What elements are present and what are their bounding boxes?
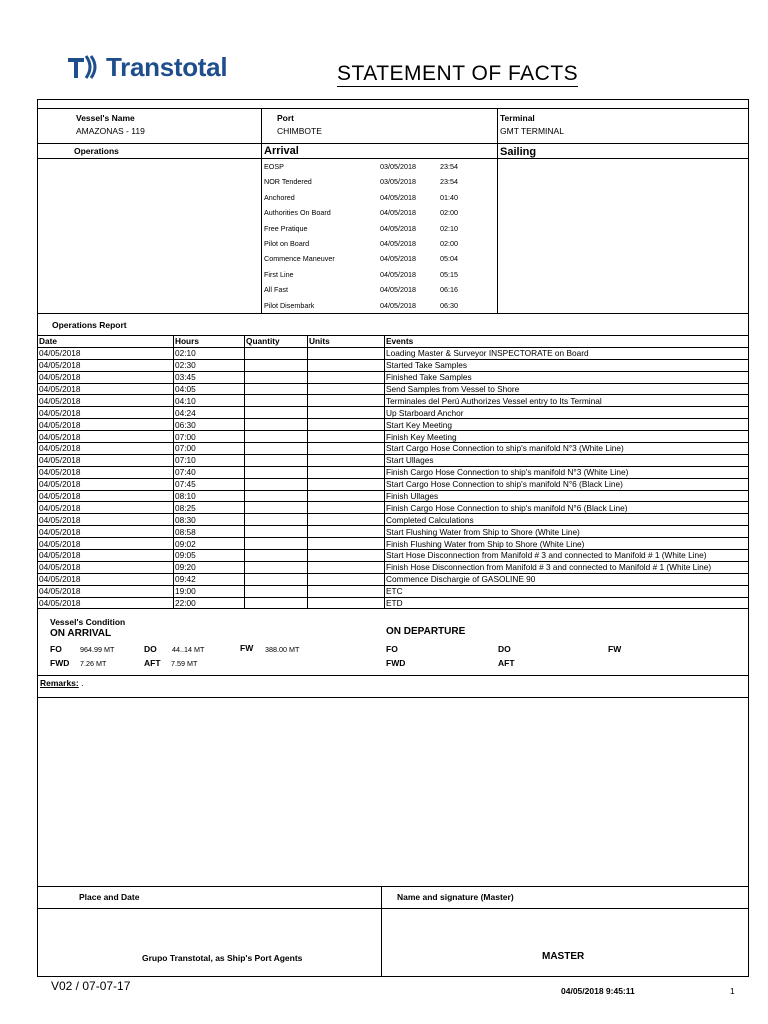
cell-units: [308, 431, 385, 443]
remarks-label: Remarks:: [40, 678, 79, 688]
arrival-do-label: DO: [144, 644, 157, 654]
cell-event: Finish Hose Disconnection from Manifold # 3 and connected to Manifold # 1 (White Line): [385, 561, 749, 573]
cell-event: Start Cargo Hose Connection to ship's manifold N°6 (Black Line): [385, 478, 749, 490]
cell-hours: 07:00: [174, 443, 245, 455]
cell-units: [308, 526, 385, 538]
arrival-event-date: 04/05/2018: [380, 300, 416, 310]
cell-event: Commence Dischargie of GASOLINE 90: [385, 573, 749, 585]
rule: [261, 108, 262, 313]
cell-date: 04/05/2018: [38, 550, 174, 562]
cell-hours: 09:05: [174, 550, 245, 562]
cell-date: 04/05/2018: [38, 490, 174, 502]
cell-event: Finish Flushing Water from Ship to Shore (White Line): [385, 538, 749, 550]
cell-event: Finish Cargo Hose Connection to ship's manifold N°3 (White Line): [385, 466, 749, 478]
arrival-aft-value: 7.59 MT: [171, 659, 198, 668]
port-agents-text: Grupo Transtotal, as Ship's Port Agents: [142, 953, 303, 963]
arrival-fw-label: FW: [240, 643, 254, 653]
cell-quantity: [245, 466, 308, 478]
column-header-units: Units: [308, 336, 385, 348]
rule: [37, 886, 749, 887]
cell-date: 04/05/2018: [38, 383, 174, 395]
transtotal-logo-icon: [66, 52, 100, 82]
cell-date: 04/05/2018: [38, 478, 174, 490]
cell-date: 04/05/2018: [38, 347, 174, 359]
cell-hours: 06:30: [174, 419, 245, 431]
cell-hours: 08:10: [174, 490, 245, 502]
arrival-event-name: Anchored: [264, 192, 295, 202]
table-row: [38, 585, 749, 597]
logo-text: Transtotal: [106, 51, 228, 82]
cell-units: [308, 383, 385, 395]
cell-quantity: [245, 514, 308, 526]
cell-hours: 07:45: [174, 478, 245, 490]
rule: [381, 886, 382, 977]
cell-units: [308, 466, 385, 478]
table-row: [38, 490, 749, 502]
company-logo: [66, 50, 227, 84]
cell-hours: 02:10: [174, 347, 245, 359]
document-version: V02 / 07-07-17: [51, 979, 131, 993]
arrival-event-time: 02:10: [440, 223, 458, 233]
arrival-event-time: 23:54: [440, 162, 458, 171]
arrival-fwd-value: 7.26 MT: [80, 659, 107, 668]
arrival-event-date: 04/05/2018: [380, 254, 416, 264]
table-row: [38, 407, 749, 419]
arrival-heading: Arrival: [264, 145, 299, 157]
cell-hours: 03:45: [174, 371, 245, 383]
table-row: [38, 502, 749, 514]
column-header-quantity: Quantity: [245, 336, 308, 348]
arrival-fwd-label: FWD: [50, 658, 70, 668]
cell-quantity: [245, 395, 308, 407]
page-title: STATEMENT OF FACTS: [337, 62, 579, 85]
cell-quantity: [245, 407, 308, 419]
cell-event: Start Hose Disconnection from Manifold # 3 and connected to Manifold # 1 (White Line): [385, 550, 749, 562]
table-row: [38, 431, 749, 443]
arrival-event-name: Commence Maneuver: [264, 254, 335, 264]
master-text: MASTER: [542, 951, 585, 962]
cell-hours: 07:40: [174, 466, 245, 478]
cell-units: [308, 597, 385, 609]
cell-hours: 02:30: [174, 359, 245, 371]
cell-event: Finish Key Meeting: [385, 431, 749, 443]
cell-event: Completed Calculations: [385, 514, 749, 526]
cell-date: 04/05/2018: [38, 443, 174, 455]
terminal-label: Terminal: [500, 113, 535, 123]
cell-event: ETD: [385, 597, 749, 609]
cell-date: 04/05/2018: [38, 407, 174, 419]
cell-quantity: [245, 526, 308, 538]
sailing-heading: Sailing: [500, 146, 537, 158]
cell-hours: 04:05: [174, 383, 245, 395]
cell-event: Terminales del Perú Authorizes Vessel entry to Its Terminal: [385, 395, 749, 407]
cell-quantity: [245, 383, 308, 395]
cell-date: 04/05/2018: [38, 466, 174, 478]
arrival-event-date: 04/05/2018: [380, 285, 416, 295]
cell-quantity: [245, 454, 308, 466]
cell-quantity: [245, 561, 308, 573]
cell-quantity: [245, 490, 308, 502]
table-row: [38, 466, 749, 478]
cell-event: Started Take Samples: [385, 359, 749, 371]
arrival-event-date: 04/05/2018: [380, 239, 416, 248]
cell-units: [308, 550, 385, 562]
cell-quantity: [245, 431, 308, 443]
cell-event: Start Cargo Hose Connection to ship's manifold N°3 (White Line): [385, 443, 749, 455]
cell-date: 04/05/2018: [38, 514, 174, 526]
page-number: 1: [730, 986, 735, 996]
cell-event: Up Starboard Anchor: [385, 407, 749, 419]
cell-event: Loading Master & Surveyor INSPECTORATE on Board: [385, 347, 749, 359]
arrival-do-value: 44..14 MT: [172, 645, 205, 654]
table-row: [38, 454, 749, 466]
cell-event: Start Key Meeting: [385, 419, 749, 431]
table-row: [38, 419, 749, 431]
arrival-event-name: First Line: [264, 269, 294, 279]
arrival-event-name: NOR Tendered: [264, 177, 312, 187]
cell-event: Finish Cargo Hose Connection to ship's manifold N°6 (Black Line): [385, 502, 749, 514]
table-row: [38, 395, 749, 407]
port-label: Port: [277, 113, 294, 123]
on-arrival-heading: ON ARRIVAL: [50, 628, 112, 639]
table-row: [38, 538, 749, 550]
cell-quantity: [245, 502, 308, 514]
vessel-condition-label: Vessel's Condition: [50, 617, 126, 627]
cell-units: [308, 514, 385, 526]
cell-hours: 04:10: [174, 395, 245, 407]
vessel-name-label: Vessel's Name: [76, 113, 135, 123]
cell-date: 04/05/2018: [38, 371, 174, 383]
cell-units: [308, 502, 385, 514]
arrival-event-date: 04/05/2018: [380, 192, 416, 202]
cell-units: [308, 347, 385, 359]
cell-quantity: [245, 597, 308, 609]
cell-quantity: [245, 585, 308, 597]
arrival-event-date: 03/05/2018: [380, 177, 416, 187]
table-row: [38, 478, 749, 490]
cell-event: Start Flushing Water from Ship to Shore (White Line): [385, 526, 749, 538]
cell-hours: 09:42: [174, 573, 245, 585]
arrival-event-name: Pilot on Board: [264, 239, 310, 248]
column-header-events: Events: [385, 336, 749, 348]
table-row: [38, 383, 749, 395]
cell-event: Finish Ullages: [385, 490, 749, 502]
cell-quantity: [245, 419, 308, 431]
cell-units: [308, 561, 385, 573]
arrival-event-date: 04/05/2018: [380, 269, 416, 279]
table-header-row: [38, 336, 749, 348]
rule: [37, 908, 749, 909]
cell-hours: 08:30: [174, 514, 245, 526]
cell-event: Finished Take Samples: [385, 371, 749, 383]
arrival-event-name: Authorities On Board: [264, 208, 331, 218]
cell-units: [308, 478, 385, 490]
cell-hours: 07:00: [174, 431, 245, 443]
cell-date: 04/05/2018: [38, 585, 174, 597]
operations-report-label: Operations Report: [52, 320, 127, 330]
vessel-name-value: AMAZONAS - 119: [76, 126, 145, 136]
cell-date: 04/05/2018: [38, 395, 174, 407]
table-row: [38, 573, 749, 585]
cell-quantity: [245, 550, 308, 562]
arrival-event-time: 01:40: [440, 192, 458, 202]
cell-quantity: [245, 478, 308, 490]
rule: [37, 697, 749, 698]
arrival-aft-label: AFT: [144, 658, 161, 668]
departure-fwd-label: FWD: [386, 658, 406, 668]
cell-date: 04/05/2018: [38, 419, 174, 431]
cell-date: 04/05/2018: [38, 454, 174, 466]
cell-date: 04/05/2018: [38, 597, 174, 609]
departure-fw-label: FW: [608, 644, 622, 654]
arrival-event-time: 05:15: [440, 269, 458, 279]
rule: [37, 158, 749, 159]
master-signature-label: Name and signature (Master): [397, 892, 514, 902]
arrival-event-time: 02:00: [440, 208, 458, 218]
operations-label: Operations: [74, 146, 119, 156]
column-header-date: Date: [38, 336, 174, 348]
cell-units: [308, 359, 385, 371]
table-row: [38, 561, 749, 573]
arrival-event-name: EOSP: [264, 162, 284, 171]
arrival-event-time: 06:30: [440, 300, 458, 310]
print-timestamp: 04/05/2018 9:45:11: [561, 986, 635, 996]
cell-event: ETC: [385, 585, 749, 597]
cell-event: Start Ullages: [385, 454, 749, 466]
arrival-fw-value: 388.00 MT: [265, 645, 300, 654]
port-value: CHIMBOTE: [277, 126, 322, 136]
place-and-date-label: Place and Date: [79, 892, 140, 902]
cell-hours: 22:00: [174, 597, 245, 609]
table-row: [38, 443, 749, 455]
cell-quantity: [245, 573, 308, 585]
cell-date: 04/05/2018: [38, 526, 174, 538]
cell-date: 04/05/2018: [38, 573, 174, 585]
arrival-event-time: 06:16: [440, 285, 458, 295]
remarks-value: .: [81, 678, 84, 688]
rule: [497, 108, 498, 313]
cell-date: 04/05/2018: [38, 359, 174, 371]
cell-units: [308, 443, 385, 455]
rule: [37, 143, 749, 144]
table-row: [38, 359, 749, 371]
rule: [37, 675, 749, 676]
cell-units: [308, 407, 385, 419]
remarks-field: [40, 678, 84, 688]
cell-units: [308, 585, 385, 597]
arrival-event-name: Pilot Disembark: [264, 300, 315, 310]
terminal-value: GMT TERMINAL: [500, 126, 564, 136]
cell-event: Send Samples from Vessel to Shore: [385, 383, 749, 395]
table-row: [38, 347, 749, 359]
table-row: [38, 526, 749, 538]
table-row: [38, 597, 749, 609]
rule: [37, 108, 749, 109]
cell-quantity: [245, 443, 308, 455]
cell-hours: 07:10: [174, 454, 245, 466]
departure-do-label: DO: [498, 644, 511, 654]
cell-quantity: [245, 359, 308, 371]
arrival-event-time: 05:04: [440, 254, 458, 264]
arrival-event-name: Free Pratique: [264, 223, 308, 233]
cell-units: [308, 371, 385, 383]
cell-date: 04/05/2018: [38, 561, 174, 573]
table-row: [38, 371, 749, 383]
departure-aft-label: AFT: [498, 658, 515, 668]
cell-date: 04/05/2018: [38, 431, 174, 443]
cell-quantity: [245, 538, 308, 550]
cell-quantity: [245, 347, 308, 359]
cell-units: [308, 490, 385, 502]
arrival-event-date: 04/05/2018: [380, 208, 416, 218]
cell-units: [308, 573, 385, 585]
cell-date: 04/05/2018: [38, 502, 174, 514]
departure-fo-label: FO: [386, 644, 398, 654]
table-row: [38, 550, 749, 562]
on-departure-heading: ON DEPARTURE: [386, 626, 466, 637]
column-header-hours: Hours: [174, 336, 245, 348]
cell-units: [308, 419, 385, 431]
arrival-event-date: 03/05/2018: [380, 162, 416, 171]
rule: [37, 313, 749, 314]
cell-hours: 08:25: [174, 502, 245, 514]
cell-units: [308, 454, 385, 466]
arrival-fo-label: FO: [50, 644, 62, 654]
cell-quantity: [245, 371, 308, 383]
arrival-event-time: 02:00: [440, 239, 458, 248]
cell-hours: 09:20: [174, 561, 245, 573]
cell-units: [308, 538, 385, 550]
cell-hours: 09:02: [174, 538, 245, 550]
cell-hours: 19:00: [174, 585, 245, 597]
cell-units: [308, 395, 385, 407]
arrival-event-time: 23:54: [440, 177, 458, 187]
arrival-event-date: 04/05/2018: [380, 223, 416, 233]
cell-date: 04/05/2018: [38, 538, 174, 550]
arrival-event-name: All Fast: [264, 285, 288, 295]
cell-hours: 08:58: [174, 526, 245, 538]
cell-hours: 04:24: [174, 407, 245, 419]
arrival-fo-value: 964.99 MT: [80, 645, 115, 654]
operations-report-table: [37, 335, 749, 609]
table-row: [38, 514, 749, 526]
